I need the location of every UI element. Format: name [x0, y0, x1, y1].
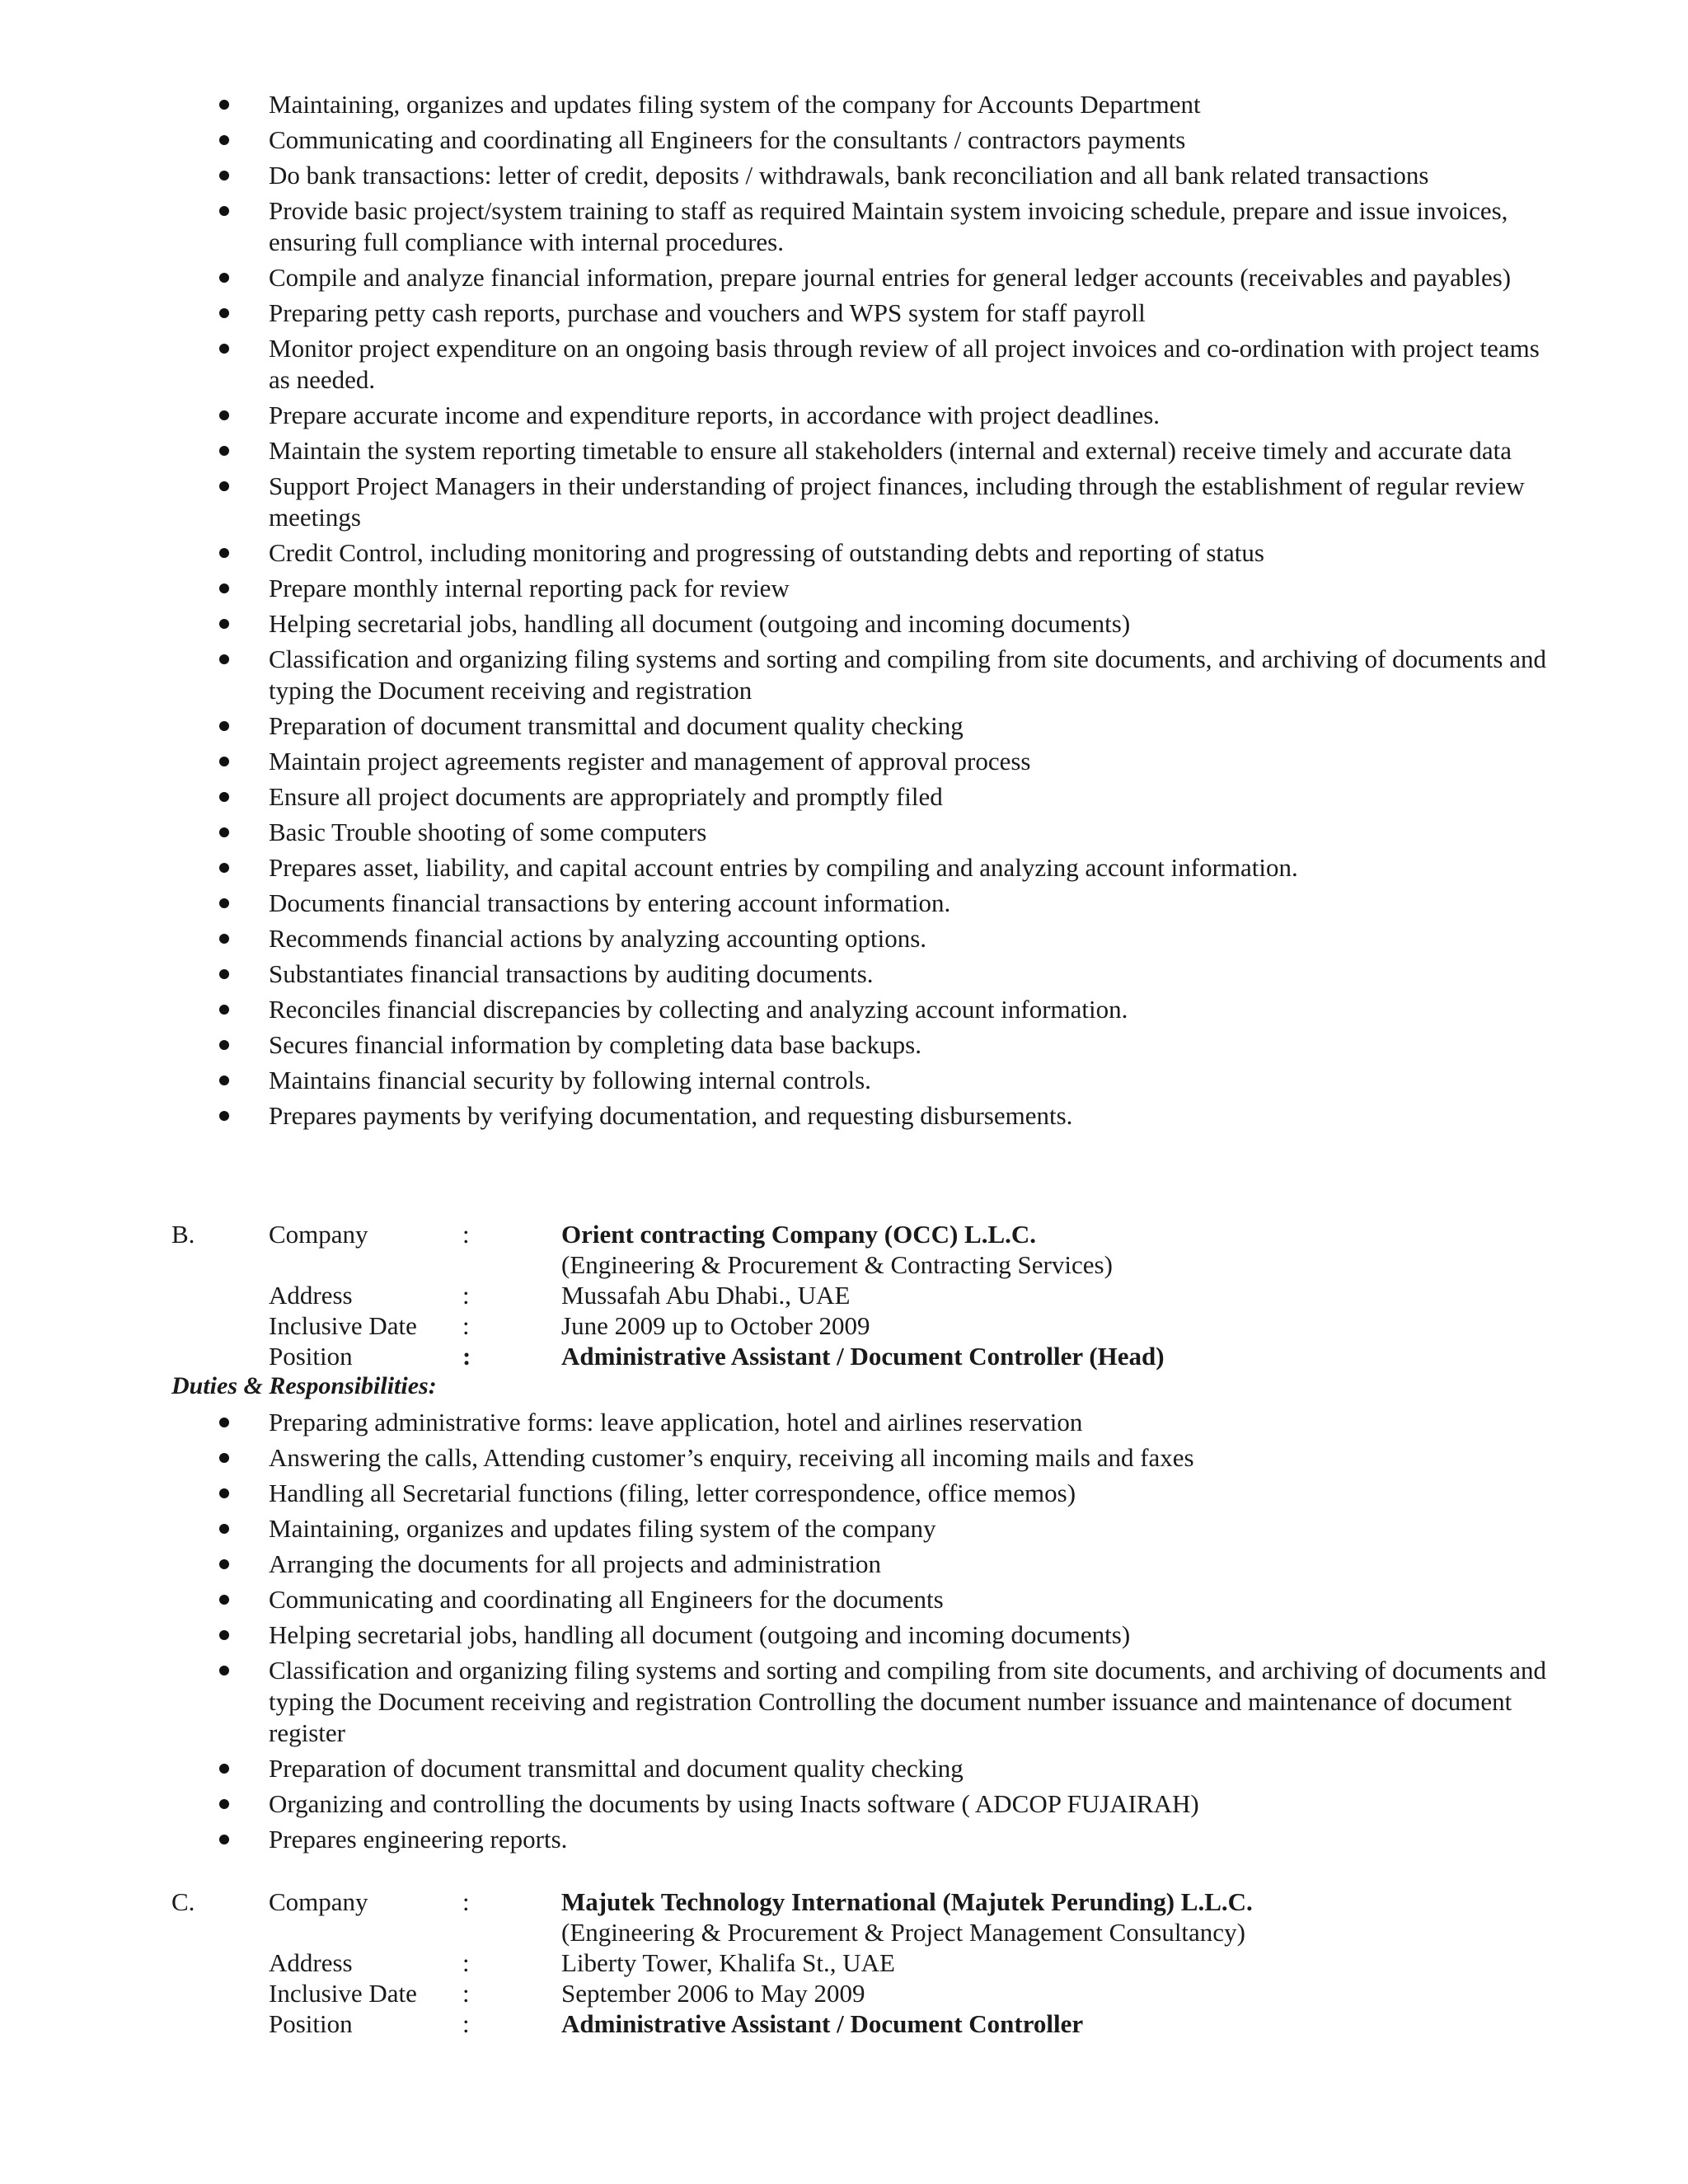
- address-label: Address: [269, 1281, 353, 1310]
- list-item-text: Prepare monthly internal reporting pack for review: [269, 574, 790, 602]
- list-item-text: Maintains financial security by following internal controls.: [269, 1066, 871, 1094]
- list-item: [0, 537, 1688, 569]
- bullet-icon: [219, 1111, 229, 1121]
- list-item: [0, 195, 1688, 258]
- list-item: [0, 471, 1688, 533]
- list-item-text: Maintain project agreements register and management of approval process: [269, 747, 1031, 776]
- list-item: [0, 1029, 1688, 1061]
- bullet-icon: [219, 721, 229, 731]
- bullet-icon: [219, 446, 229, 456]
- bullet-icon: [219, 1005, 229, 1015]
- list-item: [0, 1549, 1688, 1580]
- bullet-icon: [219, 1488, 229, 1498]
- colon: :: [462, 1979, 470, 2008]
- list-item-text: Preparation of document transmittal and document quality checking: [269, 711, 964, 740]
- list-item: [0, 1655, 1688, 1749]
- bullet-icon: [219, 757, 229, 766]
- list-item: [0, 1065, 1688, 1096]
- list-item-text: Prepares asset, liability, and capital account entries by compiling and analyzing account information.: [269, 853, 1298, 882]
- list-item: [0, 1407, 1688, 1438]
- list-item-text: Monitor project expenditure on an ongoing basis through review of all project invoices and co-ordination with project teams as needed.: [269, 334, 1540, 394]
- colon: :: [462, 1281, 470, 1310]
- bullet-icon: [219, 1040, 229, 1050]
- company-label: Company: [269, 1220, 368, 1249]
- bullet-icon: [219, 135, 229, 145]
- list-item-text: Recommends financial actions by analyzing accounting options.: [269, 924, 927, 953]
- list-item-text: Communicating and coordinating all Engineers for the documents: [269, 1585, 944, 1614]
- company-description: (Engineering & Procurement & Project Management Consultancy): [561, 1918, 1245, 1947]
- date-label: Inclusive Date: [269, 1979, 417, 2008]
- colon: :: [462, 1220, 470, 1249]
- bullet-icon: [219, 1764, 229, 1774]
- list-item: [0, 124, 1688, 156]
- list-item-text: Secures financial information by completing data base backups.: [269, 1030, 921, 1059]
- company-name: Majutek Technology International (Majutek Perunding) L.L.C.: [561, 1887, 1253, 1916]
- bullet-icon: [219, 1630, 229, 1640]
- bullet-icon: [219, 1524, 229, 1534]
- date-value: June 2009 up to October 2009: [561, 1311, 870, 1340]
- duties-list-previous-job: [0, 89, 1688, 1136]
- list-item: [0, 89, 1688, 120]
- bullet-icon: [219, 410, 229, 420]
- list-item-text: Maintaining, organizes and updates filing system of the company for Accounts Department: [269, 90, 1201, 119]
- company-description: (Engineering & Procurement & Contracting Services): [561, 1250, 1113, 1279]
- list-item: [0, 573, 1688, 604]
- list-item-text: Classification and organizing filing systems and sorting and compiling from site documents, and archiving of documents and typing the Document receiving and registration Controlling the document number issuance and maintenance of document register: [269, 1656, 1546, 1747]
- bullet-icon: [219, 206, 229, 216]
- colon: :: [462, 1342, 471, 1371]
- bullet-icon: [219, 654, 229, 664]
- bullet-icon: [219, 1418, 229, 1427]
- bullet-icon: [219, 898, 229, 908]
- list-item-text: Maintain the system reporting timetable to ensure all stakeholders (internal and external) receive timely and accurate data: [269, 436, 1512, 465]
- employment-section-c: [0, 1887, 1688, 2040]
- list-item-text: Organizing and controlling the documents by using Inacts software ( ADCOP FUJAIRAH): [269, 1789, 1199, 1818]
- list-item: [0, 710, 1688, 742]
- list-item-text: Documents financial transactions by entering account information.: [269, 888, 951, 917]
- list-item: [0, 1619, 1688, 1651]
- position-value: Administrative Assistant / Document Controller: [561, 2009, 1084, 2038]
- company-name: Orient contracting Company (OCC) L.L.C.: [561, 1220, 1037, 1249]
- bullet-icon: [219, 1666, 229, 1675]
- list-item-text: Preparing administrative forms: leave application, hotel and airlines reservation: [269, 1408, 1083, 1436]
- list-item-text: Arranging the documents for all projects and administration: [269, 1549, 881, 1578]
- list-item: [0, 262, 1688, 293]
- duties-list-occ: [0, 1407, 1688, 1859]
- bullet-icon: [219, 344, 229, 354]
- bullet-icon: [219, 273, 229, 283]
- bullet-icon: [219, 1835, 229, 1844]
- list-item-text: Ensure all project documents are appropriately and promptly filed: [269, 782, 943, 811]
- section-letter: B.: [171, 1220, 195, 1249]
- list-item-text: Communicating and coordinating all Engineers for the consultants / contractors payments: [269, 125, 1186, 154]
- bullet-icon: [219, 934, 229, 944]
- colon: :: [462, 1311, 470, 1340]
- bullet-icon: [219, 1453, 229, 1463]
- colon: :: [462, 2009, 470, 2038]
- date-value: September 2006 to May 2009: [561, 1979, 865, 2008]
- bullet-icon: [219, 619, 229, 629]
- address-label: Address: [269, 1948, 353, 1977]
- position-value: Administrative Assistant / Document Controller (Head): [561, 1342, 1165, 1371]
- list-item-text: Answering the calls, Attending customer’s enquiry, receiving all incoming mails and faxes: [269, 1443, 1194, 1472]
- company-label: Company: [269, 1887, 368, 1916]
- list-item-text: Preparing petty cash reports, purchase and vouchers and WPS system for staff payroll: [269, 298, 1146, 327]
- list-item: [0, 298, 1688, 329]
- list-item: [0, 781, 1688, 813]
- list-item: [0, 1788, 1688, 1820]
- list-item-text: Substantiates financial transactions by auditing documents.: [269, 959, 874, 988]
- duties-heading: Duties & Responsibilities:: [171, 1372, 437, 1399]
- list-item: [0, 1478, 1688, 1509]
- list-item: [0, 852, 1688, 883]
- bullet-icon: [219, 1595, 229, 1605]
- list-item-text: Support Project Managers in their understanding of project finances, including through the establishment of regular review meetings: [269, 471, 1525, 532]
- list-item-text: Helping secretarial jobs, handling all document (outgoing and incoming documents): [269, 609, 1131, 638]
- list-item: [0, 746, 1688, 777]
- section-letter: C.: [171, 1887, 195, 1916]
- bullet-icon: [219, 1559, 229, 1569]
- list-item: [0, 1442, 1688, 1474]
- list-item: [0, 333, 1688, 396]
- list-item: [0, 644, 1688, 706]
- list-item-text: Preparation of document transmittal and document quality checking: [269, 1754, 964, 1783]
- list-item: [0, 994, 1688, 1025]
- list-item: [0, 1753, 1688, 1784]
- bullet-icon: [219, 792, 229, 802]
- list-item: [0, 160, 1688, 191]
- list-item: [0, 400, 1688, 431]
- list-item-text: Prepare accurate income and expenditure reports, in accordance with project deadlines.: [269, 401, 1160, 429]
- bullet-icon: [219, 1076, 229, 1085]
- address-value: Mussafah Abu Dhabi., UAE: [561, 1281, 851, 1310]
- bullet-icon: [219, 171, 229, 180]
- list-item-text: Helping secretarial jobs, handling all document (outgoing and incoming documents): [269, 1620, 1131, 1649]
- list-item: [0, 608, 1688, 640]
- colon: :: [462, 1887, 470, 1916]
- list-item-text: Compile and analyze financial information, prepare journal entries for general ledger accounts (receivables and payables): [269, 263, 1512, 292]
- list-item: [0, 817, 1688, 848]
- list-item: [0, 1824, 1688, 1855]
- list-item-text: Credit Control, including monitoring and progressing of outstanding debts and reporting of status: [269, 538, 1264, 567]
- list-item: [0, 1100, 1688, 1132]
- list-item-text: Prepares payments by verifying documentation, and requesting disbursements.: [269, 1101, 1073, 1130]
- date-label: Inclusive Date: [269, 1311, 417, 1340]
- list-item-text: Provide basic project/system training to staff as required Maintain system invoicing schedule, prepare and issue invoices, ensuring full compliance with internal procedures.: [269, 196, 1508, 256]
- colon: :: [462, 1948, 470, 1977]
- list-item-text: Maintaining, organizes and updates filing system of the company: [269, 1514, 936, 1543]
- list-item: [0, 958, 1688, 990]
- bullet-icon: [219, 827, 229, 837]
- list-item-text: Do bank transactions: letter of credit, deposits / withdrawals, bank reconciliation and all bank related transactions: [269, 161, 1429, 190]
- bullet-icon: [219, 100, 229, 110]
- position-label: Position: [269, 2009, 353, 2038]
- address-value: Liberty Tower, Khalifa St., UAE: [561, 1948, 895, 1977]
- list-item-text: Handling all Secretarial functions (filing, letter correspondence, office memos): [269, 1479, 1076, 1507]
- bullet-icon: [219, 969, 229, 979]
- bullet-icon: [219, 863, 229, 873]
- bullet-icon: [219, 583, 229, 593]
- list-item: [0, 923, 1688, 954]
- bullet-icon: [219, 548, 229, 558]
- list-item-text: Basic Trouble shooting of some computers: [269, 818, 707, 846]
- bullet-icon: [219, 1799, 229, 1809]
- bullet-icon: [219, 481, 229, 491]
- list-item: [0, 888, 1688, 919]
- employment-section-b: [0, 1220, 1688, 1372]
- list-item-text: Reconciles financial discrepancies by collecting and analyzing account information.: [269, 995, 1128, 1024]
- position-label: Position: [269, 1342, 353, 1371]
- list-item-text: Prepares engineering reports.: [269, 1825, 568, 1854]
- list-item: [0, 1513, 1688, 1544]
- list-item: [0, 1584, 1688, 1615]
- list-item-text: Classification and organizing filing systems and sorting and compiling from site documents, and archiving of documents and typing the Document receiving and registration: [269, 644, 1546, 705]
- bullet-icon: [219, 308, 229, 318]
- list-item: [0, 435, 1688, 466]
